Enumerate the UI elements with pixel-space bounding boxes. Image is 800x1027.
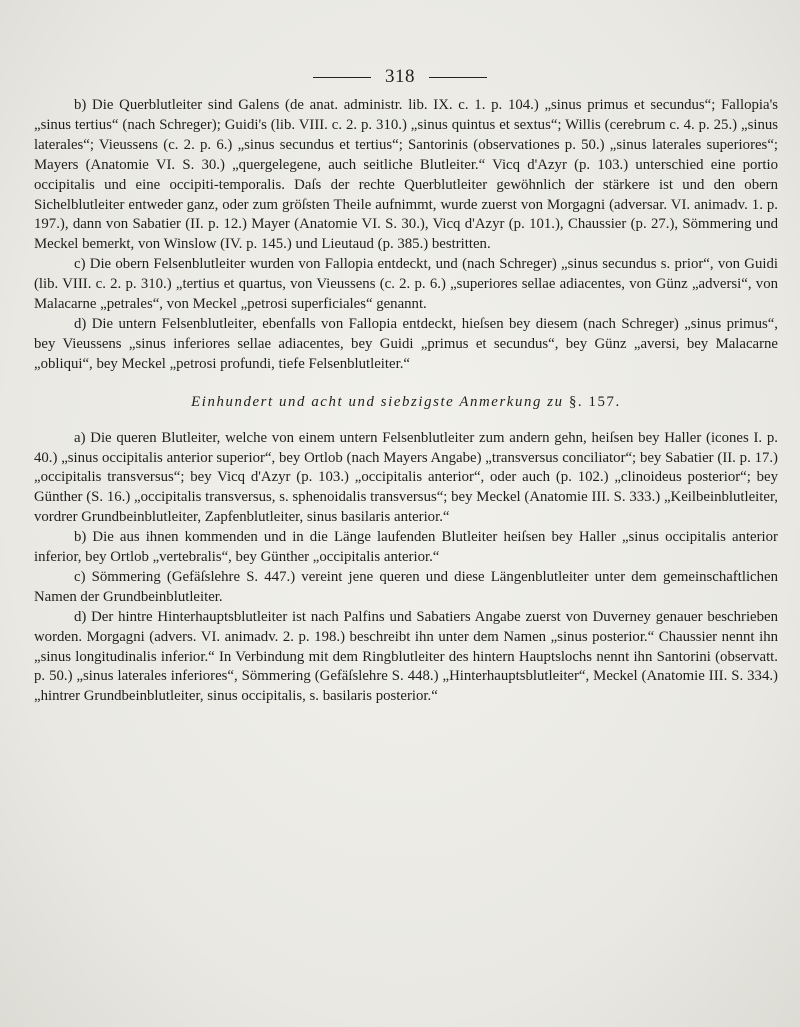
page-body (34, 96, 778, 707)
paragraph-c: c) Die obern Felsenblutleiter wurden von Fallopia entdeckt, und (nach Schreger) „sinus secundus s. prior“, von Guidi (lib. VIII. c. 2. p. 310.) „tertius et quartus, von Vieussens (c. 2. p. 6.) „superiores sellae adiacentes, von Günz „adversi“, von Malacarne „petrales“, von Meckel „petrosi superficiales“ genannt. (34, 256, 778, 313)
paragraph-b2: b) Die aus ihnen kommenden und in die Länge laufenden Blutleiter heiſsen bey Haller „sinus occipitalis anterior inferior, bey Ortlob „vertebralis“, bey Günther „occipitalis anterior.“ (34, 529, 778, 566)
page-header (0, 66, 800, 88)
section-heading (34, 393, 778, 413)
header-rule-left (313, 77, 371, 78)
paragraph-b: b) Die Querblutleiter sind Galens (de anat. administr. lib. IX. c. 1. p. 104.) „sinus primus et secundus“; Fallopia's „sinus tertius“ (nach Schreger); Guidi's (lib. VIII. c. 2. p. 310.) „sinus quintus et sextus“; Willis (cerebrum c. 4. p. 25.) „sinus laterales“; Vieussens (c. 2. p. 6.) „sinus secundus et tertius“; Santorinis (observationes p. 50.) „sinus laterales superiores“; Mayers (Anatomie VI. S. 30.) „quergelegene, auch seitliche Blutleiter.“ Vicq d'Azyr (p. 103.) unterschied eine portio occipitalis und eine occipiti-temporalis. Daſs der rechte Querblutleiter gewöhnlich der stärkere ist und den obern Sichelblutleiter entweder ganz, oder zum gröſsten Theile aufnimmt, wurde zuerst von Morgagni (adversar. VI. animadv. 1. p. 197.), dann von Sabatier (II. p. 12.) Mayer (Anatomie VI. S. 30.), Vicq d'Azyr (p. 101.), Chaussier (p. 27.), Sömmering und Meckel bemerkt, von Winslow (IV. p. 145.) und Lieutaud (p. 385.) bestritten. (34, 97, 778, 253)
section-heading-text: Einhundert und acht und siebzigste Anmerkung zu (191, 393, 564, 410)
paragraph-d2: d) Der hintre Hinterhauptsblutleiter ist nach Palfins und Sabatiers Angabe zuerst von Duverney genauer beschrieben worden. Morgagni (advers. VI. animadv. 2. p. 198.) beschreibt ihn unter dem Namen „sinus posterior.“ Chaussier nennt ihn „sinus longitudinalis inferior.“ In Verbindung mit dem Ringblutleiter des hintern Hauptslochs nennt ihn Santorini (observatt. p. 50.) „sinus laterales inferiores“, Sömmering (Gefäſslehre S. 448.) „Hinterhauptsblutleiter“, Meckel (Anatomie III. S. 334.) „hintrer Grundbeinblutleiter, sinus occipitalis, s. basilaris posterior.“ (34, 608, 778, 705)
paragraph-c2: c) Sömmering (Gefäſslehre S. 447.) vereint jene queren und diese Längenblutleiter unter dem gemeinschaftlichen Namen der Grundbeinblutleiter. (34, 568, 778, 605)
paragraph-a2: a) Die queren Blutleiter, welche von einem untern Felsenblutleiter zum andern gehn, heiſsen bey Haller (icones I. p. 40.) „sinus occipitalis anterior superior“, bey Ortlob (nach Mayers Angabe) „transversus conciliator“; bey Sabatier (II. p. 17.) „occipitalis transversus“; bey Vicq d'Azyr (p. 103.) „occipitalis anterior“, oder auch (p. 102.) „clinoideus posterior“; bey Günther (S. 16.) „occipitalis transversus, s. sphenoidalis transversus“; bey Meckel (Anatomie III. S. 333.) „Keilbeinblutleiter, vordrer Grundbeinblutleiter, Zapfenblutleiter, sinus basilaris anterior.“ (34, 429, 778, 526)
header-rule-right (429, 77, 487, 78)
page-number: 318 (385, 66, 415, 87)
paragraph-d: d) Die untern Felsenblutleiter, ebenfalls von Fallopia entdeckt, hieſsen bey diesem (nach Schreger) „sinus primus“, bey Vieussens „sinus inferiores sellae adiacentes, bey Guidi „primus et secundus“, bey Günz „aversi, bey Malacarne „obliqui“, bey Meckel „petrosi profundi, tiefe Felsenblutleiter.“ (34, 315, 778, 372)
section-reference: §. 157. (568, 393, 621, 410)
